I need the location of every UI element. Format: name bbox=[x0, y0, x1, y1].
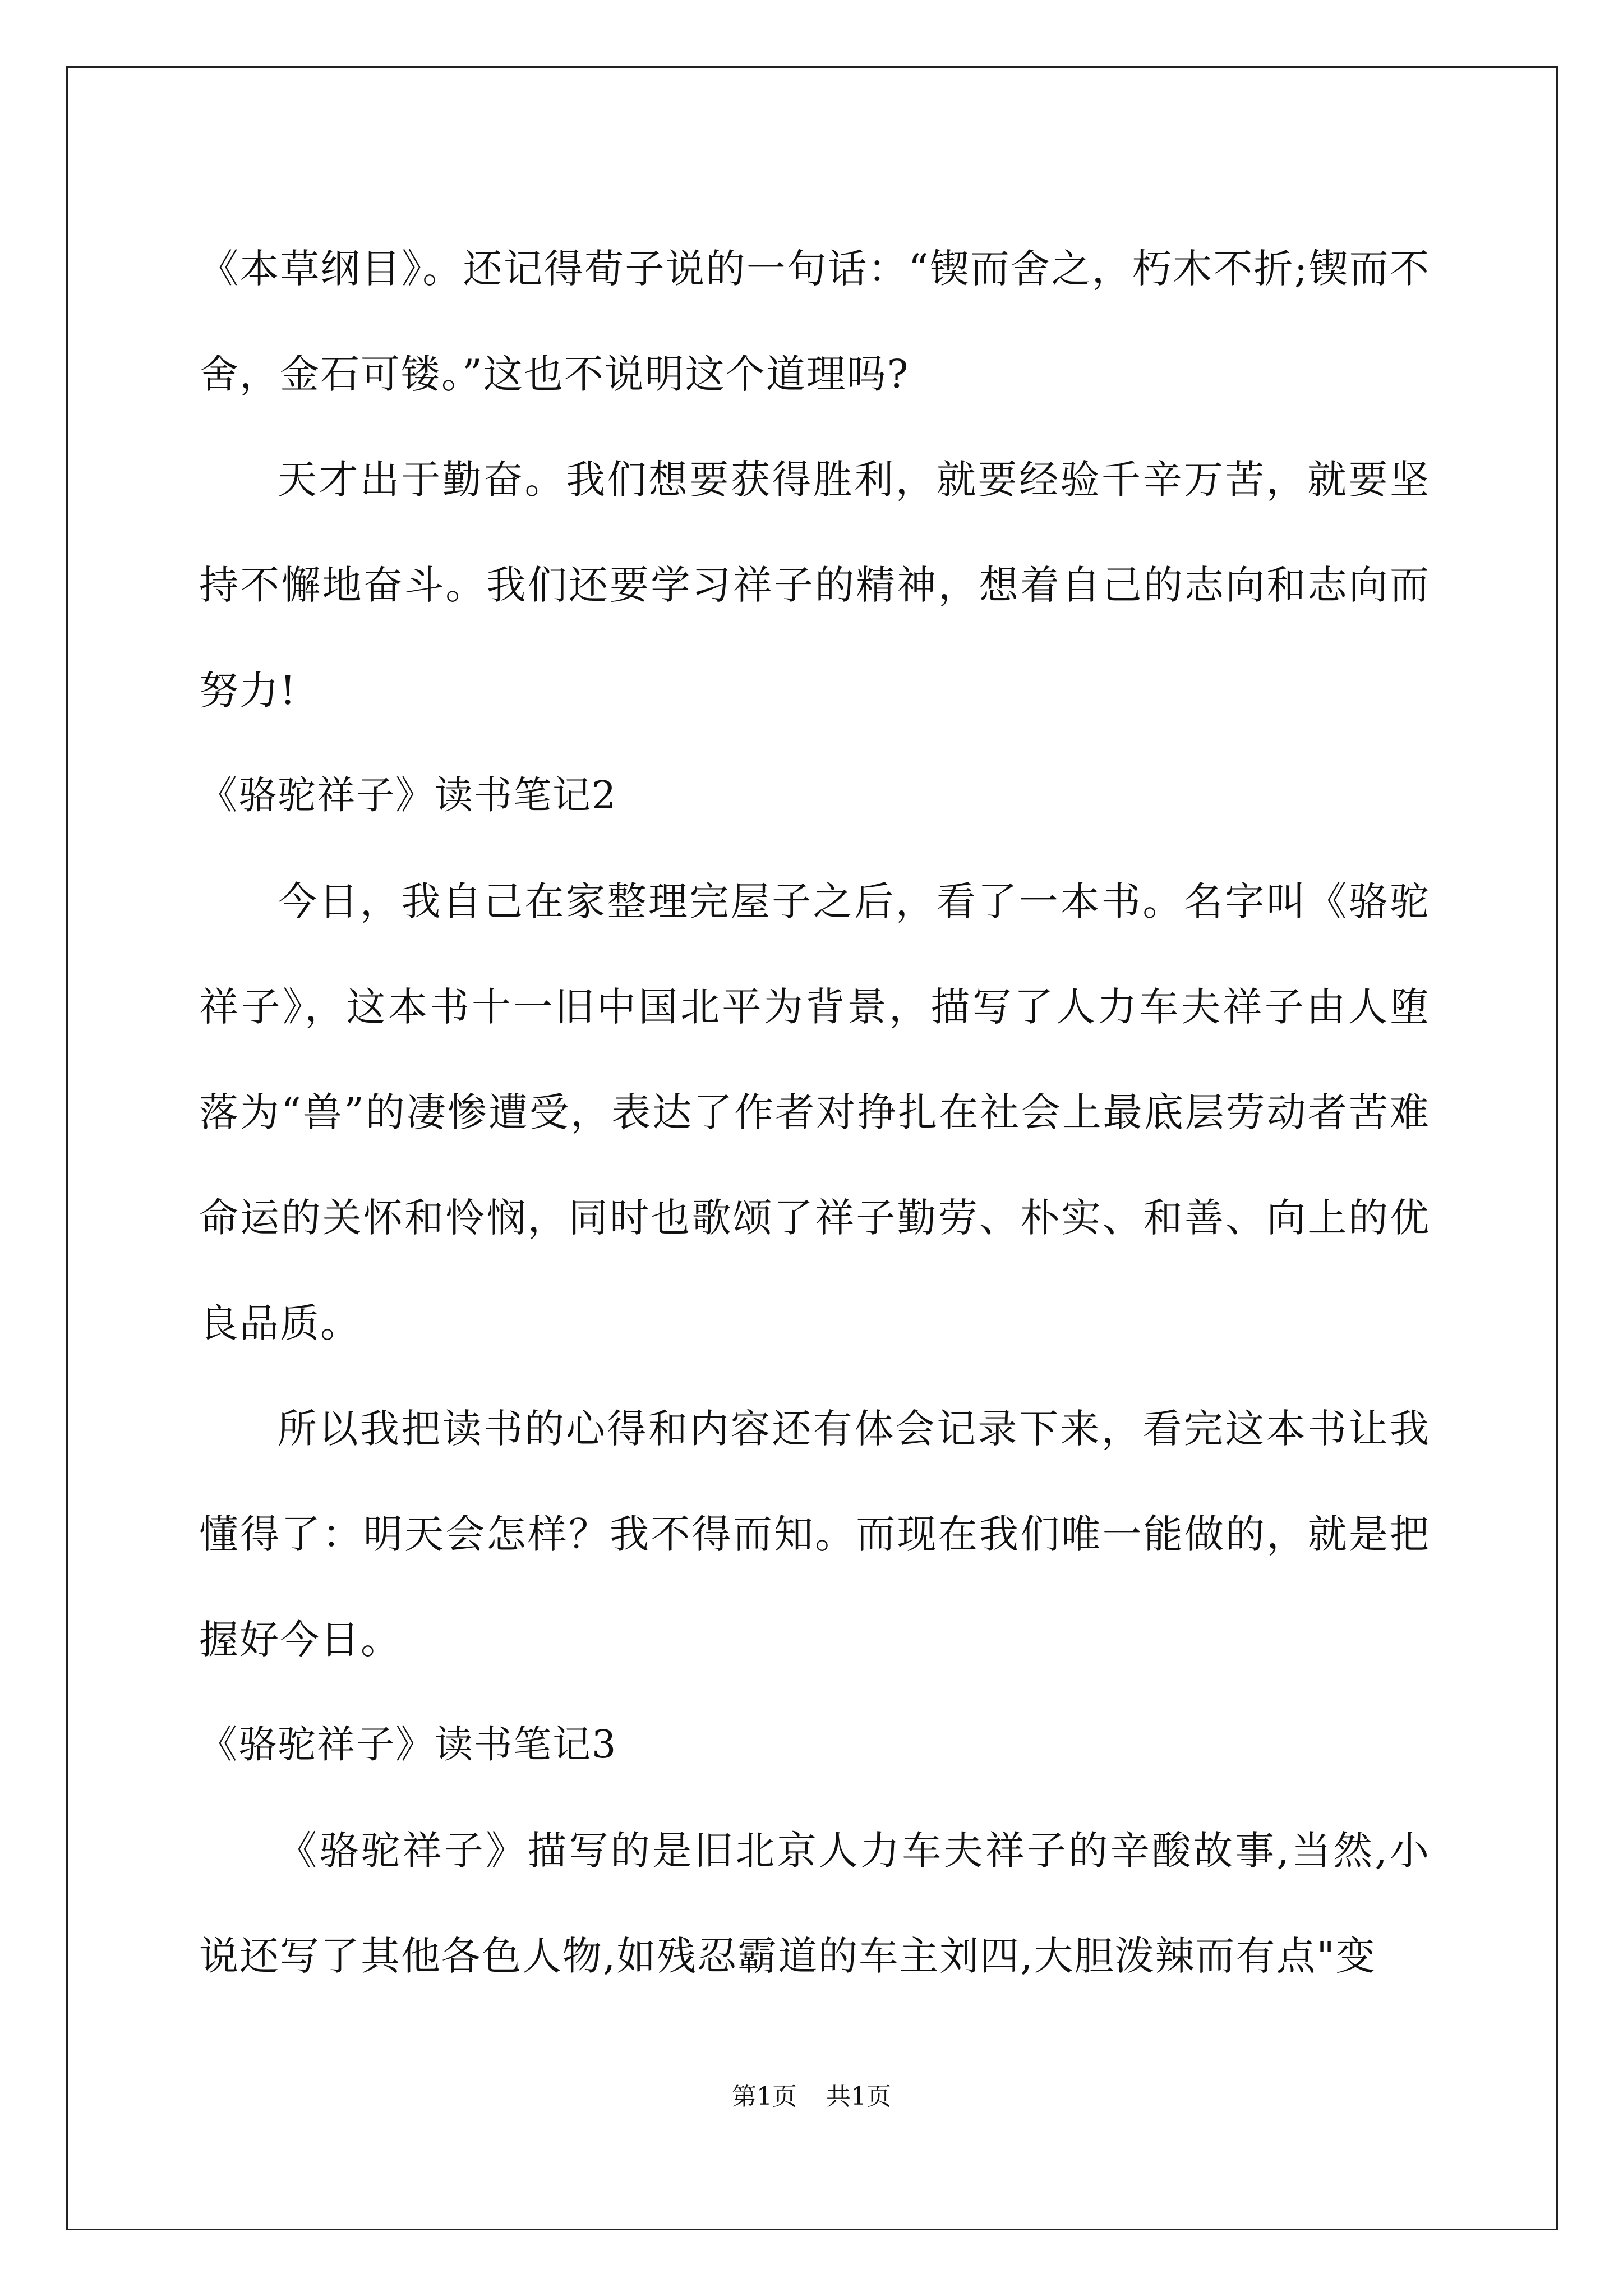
page-number: 第1页 bbox=[732, 2082, 797, 2111]
paragraph-5: 《骆驼祥子》描写的是旧北京人力车夫祥子的辛酸故事,当然,小说还写了其他各色人物,如残忍霸道的车主刘四,大胆泼辣而有点"变 bbox=[199, 1828, 1430, 1979]
paragraph-4: 所以我把读书的心得和内容还有体会记录下来，看完这本书让我懂得了：明天会怎样？我不得而知。而现在我们唯一能做的，就是把握好今日。 bbox=[199, 1406, 1430, 1663]
section-heading-2: 《骆驼祥子》读书笔记2 bbox=[199, 774, 617, 818]
page-footer bbox=[0, 2080, 1623, 2114]
document-body bbox=[199, 216, 1430, 2009]
paragraph-1: 《本草纲目》。还记得荀子说的一句话：“锲而舍之，朽木不折;锲而不舍，金石可镂。”这也不说明这个道理吗? bbox=[199, 246, 1430, 397]
paragraph-3: 今日，我自己在家整理完屋子之后，看了一本书。名字叫《骆驼祥子》，这本书十一旧中国北平为背景，描写了人力车夫祥子由人堕落为“兽”的凄惨遭受，表达了作者对挣扎在社会上最底层劳动者苦难命运的关怀和怜悯，同时也歌颂了祥子勤劳、朴实、和善、向上的优良品质。 bbox=[199, 878, 1430, 1346]
paragraph-2: 天才出于勤奋。我们想要获得胜利，就要经验千辛万苦，就要坚持不懈地奋斗。我们还要学习祥子的精神，想着自己的志向和志向而努力! bbox=[199, 457, 1430, 714]
section-heading-3: 《骆驼祥子》读书笔记3 bbox=[199, 1723, 617, 1767]
page-total: 共1页 bbox=[826, 2082, 891, 2111]
